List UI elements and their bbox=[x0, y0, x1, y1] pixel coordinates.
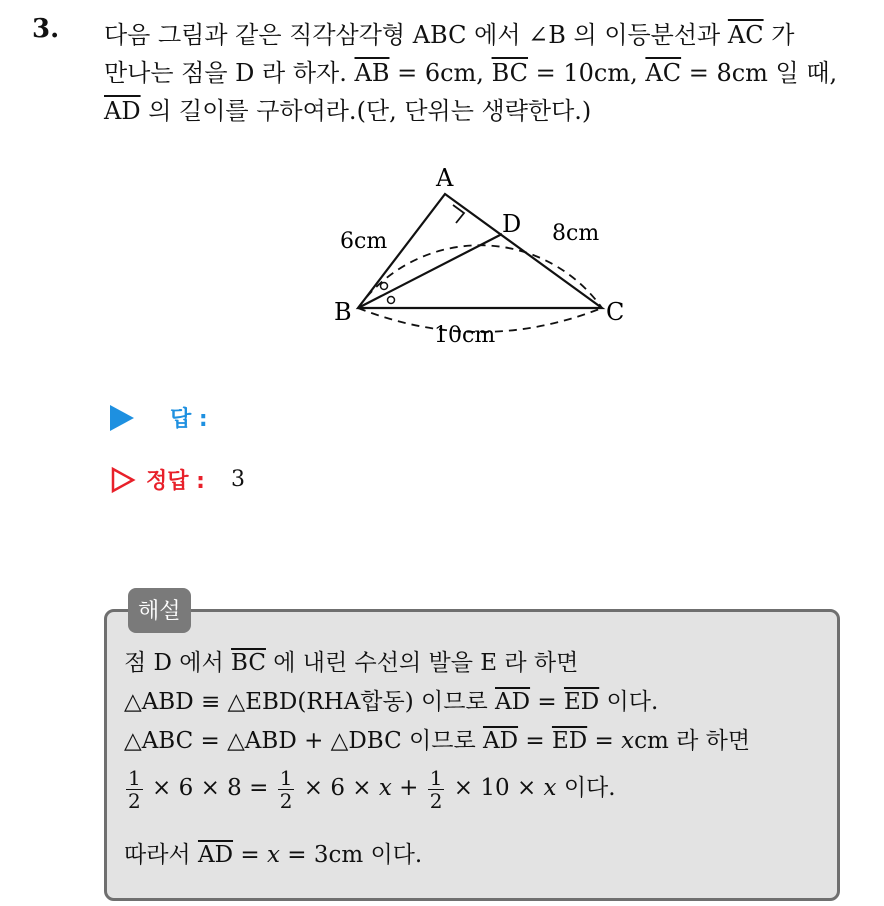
play-icon bbox=[110, 405, 134, 431]
numerator: 1 bbox=[429, 765, 443, 790]
question-text: 가 bbox=[763, 21, 795, 49]
denominator: 2 bbox=[429, 788, 443, 813]
fraction bbox=[126, 767, 143, 812]
question-line-1 bbox=[104, 18, 794, 52]
explanation-line-4 bbox=[124, 764, 616, 812]
explanation-text: 이다. bbox=[556, 775, 616, 801]
correct-answer-row bbox=[110, 464, 245, 495]
triangle-diagram bbox=[330, 160, 640, 360]
play-outline-icon bbox=[110, 466, 136, 494]
question-line-3 bbox=[104, 94, 591, 128]
explanation-text: 점 D 에서 bbox=[124, 650, 232, 676]
explanation-text: 에 내린 수선의 발을 E 라 하면 bbox=[265, 650, 579, 676]
question-text: = 10cm, bbox=[528, 59, 646, 87]
label-ab-length: 6cm bbox=[340, 229, 388, 254]
denominator: 2 bbox=[279, 788, 293, 813]
answer-label: 답 : bbox=[170, 407, 208, 432]
answer-row bbox=[110, 402, 208, 433]
variable-x: x bbox=[378, 775, 392, 801]
explanation-text: △ABC = △ABD + △DBC 이므로 bbox=[124, 728, 483, 754]
explanation-text: × 6 × 8 = bbox=[144, 775, 276, 801]
explanation-text: cm 라 하면 bbox=[634, 728, 751, 754]
explanation-text: = bbox=[587, 728, 622, 754]
question-text: 만나는 점을 D 라 하자. bbox=[104, 59, 355, 87]
question-text: = 8cm 일 때, bbox=[681, 59, 838, 87]
explanation-line-1 bbox=[124, 646, 578, 680]
question-text: 의 길이를 구하여라.(단, 단위는 생략한다.) bbox=[140, 97, 592, 125]
explanation-text: = bbox=[233, 842, 267, 868]
label-a: A bbox=[436, 164, 454, 192]
segment-ad: $\overline{AD}$ bbox=[104, 97, 141, 125]
segment-ad: $\overline{AD}$ bbox=[482, 728, 519, 754]
segment-bc: $\overline{BC}$ bbox=[491, 59, 529, 87]
explanation-text: × 10 × bbox=[446, 775, 544, 801]
explanation-text: = bbox=[518, 728, 552, 754]
explanation-text: △ABD ≡ △EBD(RHA합동) 이므로 bbox=[124, 689, 495, 715]
numerator: 1 bbox=[128, 765, 141, 790]
explanation-line-5 bbox=[124, 838, 422, 872]
fraction bbox=[278, 767, 295, 812]
question-text: 다음 그림과 같은 직각삼각형 ABC 에서 ∠B 의 이등분선과 bbox=[104, 21, 728, 49]
numerator: 1 bbox=[279, 765, 293, 790]
question-text: = 6cm, bbox=[389, 59, 492, 87]
segment-ac: $\overline{AC}$ bbox=[727, 21, 764, 49]
explanation-line-3 bbox=[124, 724, 750, 758]
explanation-text: + bbox=[391, 775, 426, 801]
angle-mark-2 bbox=[388, 297, 395, 304]
explanation-text: × 6 × bbox=[296, 775, 379, 801]
question-line-2 bbox=[104, 56, 837, 90]
variable-x: x bbox=[266, 842, 280, 868]
segment-ab: $\overline{AB}$ bbox=[354, 59, 390, 87]
segment-ad: $\overline{AD}$ bbox=[495, 689, 531, 715]
correct-answer-value: 3 bbox=[230, 467, 245, 492]
question-number: 3. bbox=[32, 14, 60, 44]
label-bc-length: 10cm bbox=[434, 323, 496, 348]
segment-bc: $\overline{BC}$ bbox=[231, 650, 266, 676]
angle-mark-1 bbox=[381, 283, 388, 290]
variable-x: x bbox=[543, 775, 557, 801]
explanation-text: = 3cm 이다. bbox=[279, 842, 423, 868]
explanation-text: 따라서 bbox=[124, 842, 198, 868]
label-b: B bbox=[334, 298, 352, 326]
segment-ed: $\overline{ED}$ bbox=[551, 728, 588, 754]
fraction bbox=[428, 767, 445, 812]
segment-ed: $\overline{ED}$ bbox=[563, 689, 600, 715]
explanation-line-2 bbox=[124, 685, 658, 719]
label-c: C bbox=[606, 298, 625, 326]
triangle-abc bbox=[358, 194, 602, 308]
segment-ad: $\overline{AD}$ bbox=[197, 842, 234, 868]
explanation-text: 이다. bbox=[599, 689, 659, 715]
correct-answer-label: 정답 : bbox=[146, 469, 205, 494]
segment-ac: $\overline{AC}$ bbox=[645, 59, 682, 87]
denominator: 2 bbox=[128, 788, 141, 813]
explanation-text: = bbox=[530, 689, 564, 715]
label-d: D bbox=[502, 210, 522, 238]
variable-x: x bbox=[621, 728, 635, 754]
label-ac-length: 8cm bbox=[552, 221, 600, 246]
explanation-tag: 해설 bbox=[128, 588, 191, 633]
